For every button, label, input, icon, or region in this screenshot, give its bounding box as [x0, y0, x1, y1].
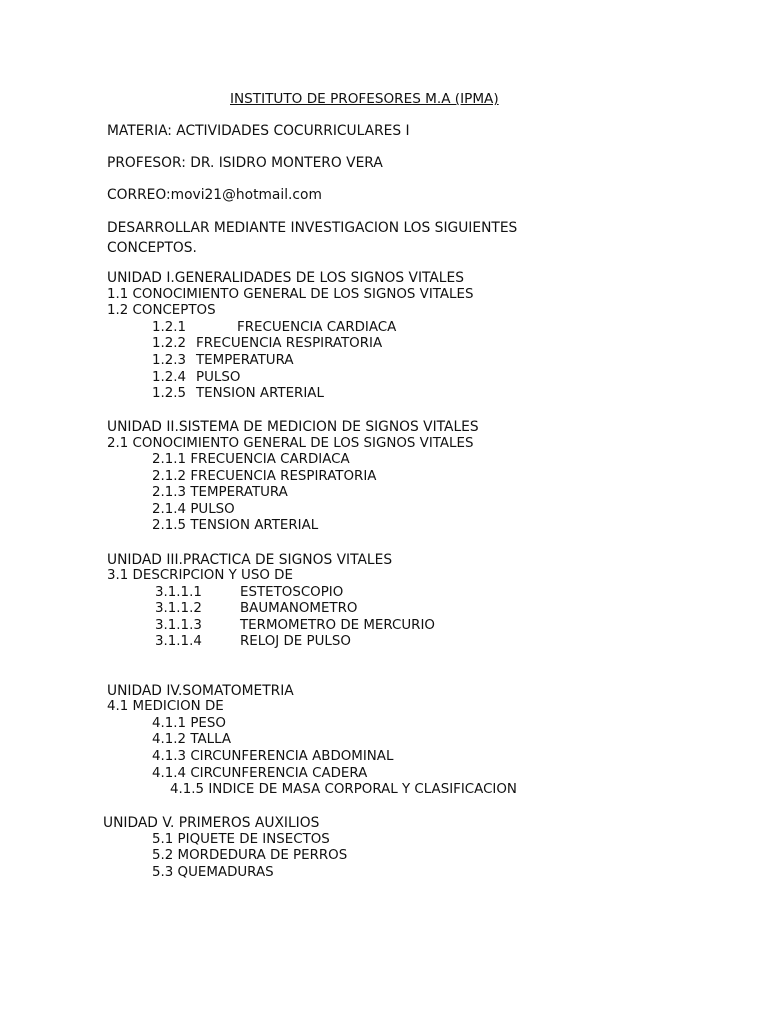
- list-item: [155, 601, 358, 617]
- list-item: 4.1.2 TALLA: [152, 732, 232, 747]
- document-title: INSTITUTO DE PROFESORES M.A (IPMA): [230, 91, 499, 107]
- unit-1-item: 1.1 CONOCIMIENTO GENERAL DE LOS SIGNOS VITALES: [107, 287, 474, 302]
- list-item: [152, 370, 241, 386]
- item-text: TENSION ARTERIAL: [196, 386, 324, 401]
- instructions-paragraph: [107, 218, 517, 258]
- item-number: 1.2.4: [152, 370, 187, 385]
- item-text: FRECUENCIA RESPIRATORIA: [196, 336, 383, 351]
- item-text: TERMOMETRO DE MERCURIO: [240, 618, 435, 633]
- list-item: 4.1.5 INDICE DE MASA CORPORAL Y CLASIFICACION: [170, 782, 517, 797]
- list-item: [155, 585, 344, 601]
- email-line: CORREO:movi21@hotmail.com: [107, 187, 322, 203]
- list-item: 4.1.4 CIRCUNFERENCIA CADERA: [152, 766, 368, 781]
- item-number: 3.1.1.1: [155, 585, 202, 600]
- unit-5-heading: UNIDAD V. PRIMEROS AUXILIOS: [103, 815, 320, 831]
- item-number: 1.2.2: [152, 336, 187, 351]
- unit-3-item: 3.1 DESCRIPCION Y USO DE: [107, 568, 293, 583]
- item-text: RELOJ DE PULSO: [240, 634, 351, 649]
- professor-line: PROFESOR: DR. ISIDRO MONTERO VERA: [107, 155, 383, 171]
- list-item: [152, 336, 383, 352]
- item-text: ESTETOSCOPIO: [240, 585, 344, 600]
- list-item: 2.1.1 FRECUENCIA CARDIACA: [152, 452, 350, 467]
- item-number: 3.1.1.3: [155, 618, 202, 633]
- list-item: 2.1.2 FRECUENCIA RESPIRATORIA: [152, 469, 377, 484]
- item-number: 3.1.1.4: [155, 634, 202, 649]
- list-item: 5.1 PIQUETE DE INSECTOS: [152, 832, 330, 847]
- item-text: TEMPERATURA: [196, 353, 294, 368]
- unit-1-heading: UNIDAD I.GENERALIDADES DE LOS SIGNOS VITALES: [107, 270, 464, 286]
- list-item: [152, 386, 324, 402]
- unit-3-heading: UNIDAD III.PRACTICA DE SIGNOS VITALES: [107, 552, 393, 568]
- item-text: PULSO: [196, 370, 241, 385]
- instructions-line-2: CONCEPTOS.: [107, 240, 197, 256]
- unit-2-item: 2.1 CONOCIMIENTO GENERAL DE LOS SIGNOS VITALES: [107, 436, 474, 451]
- item-text: BAUMANOMETRO: [240, 601, 358, 616]
- instructions-line-1: DESARROLLAR MEDIANTE INVESTIGACION LOS SIGUIENTES: [107, 220, 518, 236]
- list-item: 5.2 MORDEDURA DE PERROS: [152, 848, 348, 863]
- unit-4-item: 4.1 MEDICION DE: [107, 699, 224, 714]
- list-item: [152, 320, 397, 336]
- list-item: 4.1.1 PESO: [152, 716, 226, 731]
- list-item: 5.3 QUEMADURAS: [152, 865, 274, 880]
- list-item: 2.1.5 TENSION ARTERIAL: [152, 518, 319, 533]
- list-item: 4.1.3 CIRCUNFERENCIA ABDOMINAL: [152, 749, 394, 764]
- unit-4-heading: UNIDAD IV.SOMATOMETRIA: [107, 683, 294, 699]
- list-item: 2.1.3 TEMPERATURA: [152, 485, 288, 500]
- list-item: [152, 353, 294, 369]
- item-number: 1.2.3: [152, 353, 187, 368]
- unit-2-heading: UNIDAD II.SISTEMA DE MEDICION DE SIGNOS VITALES: [107, 419, 479, 435]
- item-number: 1.2.1: [152, 320, 187, 335]
- unit-1-item: 1.2 CONCEPTOS: [107, 303, 216, 318]
- list-item: 2.1.4 PULSO: [152, 502, 235, 517]
- item-number: 3.1.1.2: [155, 601, 202, 616]
- item-number: 1.2.5: [152, 386, 187, 401]
- item-text: FRECUENCIA CARDIACA: [237, 320, 397, 335]
- list-item: [155, 634, 351, 650]
- subject-line: MATERIA: ACTIVIDADES COCURRICULARES I: [107, 123, 410, 139]
- list-item: [155, 618, 435, 634]
